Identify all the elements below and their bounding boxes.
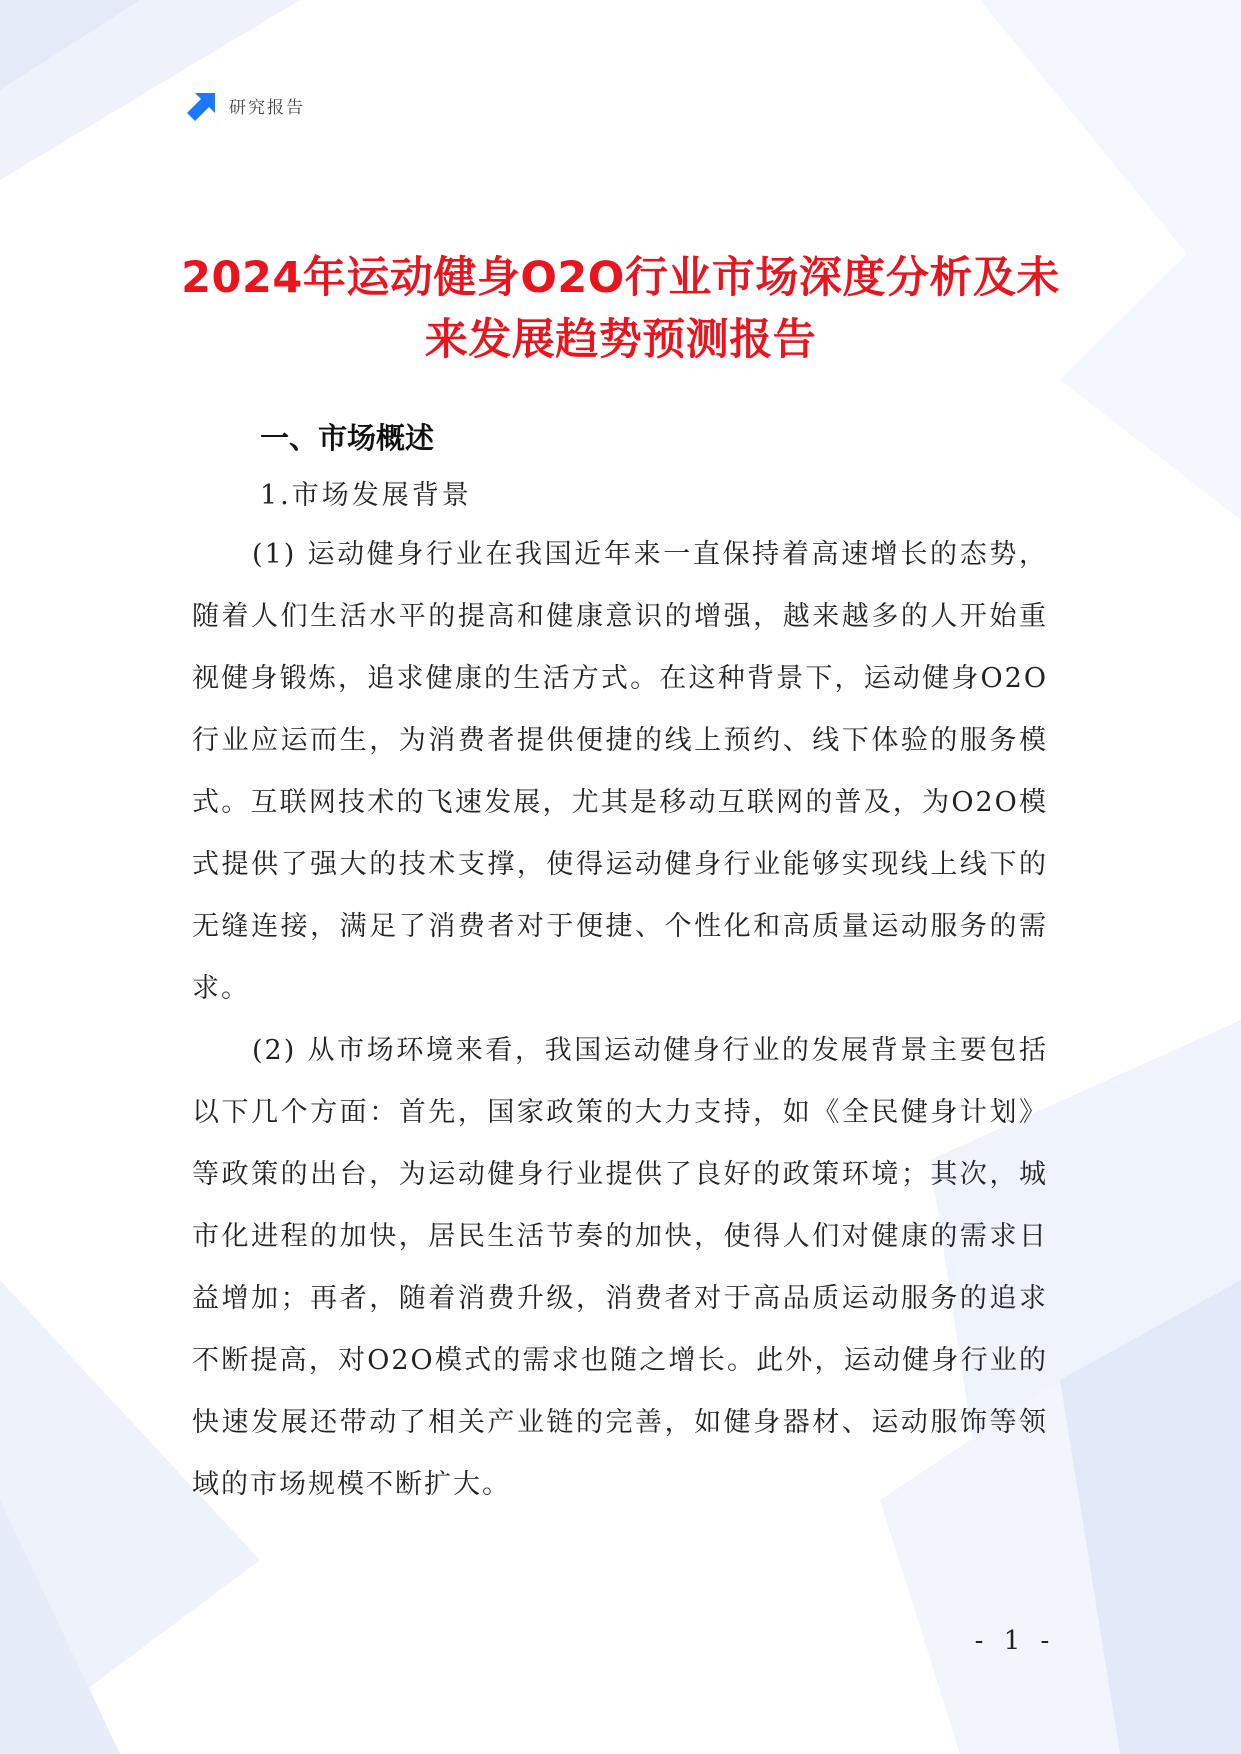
section-subheading: 1.市场发展背景: [260, 480, 472, 511]
report-title: [150, 247, 1091, 371]
report-title-line-1: 2024年运动健身O2O行业市场深度分析及未: [181, 252, 1060, 303]
report-body: [192, 418, 1048, 1516]
section-heading: 一、市场概述: [260, 421, 435, 455]
report-title-line-2: 来发展趋势预测报告: [424, 314, 817, 365]
header-brand: [187, 88, 305, 122]
body-paragraph-1: (1) 运动健身行业在我国近年来一直保持着高速增长的态势，随着人们生活水平的提高和健康意识的增强，越来越多的人开始重视健身锻炼，追求健康的生活方式。在这种背景下，运动健身O2O行业应运而生，为消费者提供便捷的线上预约、线下体验的服务模式。互联网技术的飞速发展，尤其是移动互联网的普及，为O2O模式提供了强大的技术支撑，使得运动健身行业能够实现线上线下的无缝连接，满足了消费者对于便捷、个性化和高质量运动服务的需求。: [192, 539, 1048, 1004]
page-number: - 1 -: [974, 1626, 1056, 1656]
arrow-up-right-icon: [187, 89, 219, 121]
body-paragraph-2: (2) 从市场环境来看，我国运动健身行业的发展背景主要包括以下几个方面：首先，国家政策的大力支持，如《全民健身计划》等政策的出台，为运动健身行业提供了良好的政策环境；其次，城市化进程的加快，居民生活节奏的加快，使得人们对健康的需求日益增加；再者，随着消费升级，消费者对于高品质运动服务的追求不断提高，对O2O模式的需求也随之增长。此外，运动健身行业的快速发展还带动了相关产业链的完善，如健身器材、运动服饰等领域的市场规模不断扩大。: [192, 1035, 1048, 1500]
header-label: 研究报告: [229, 97, 305, 118]
